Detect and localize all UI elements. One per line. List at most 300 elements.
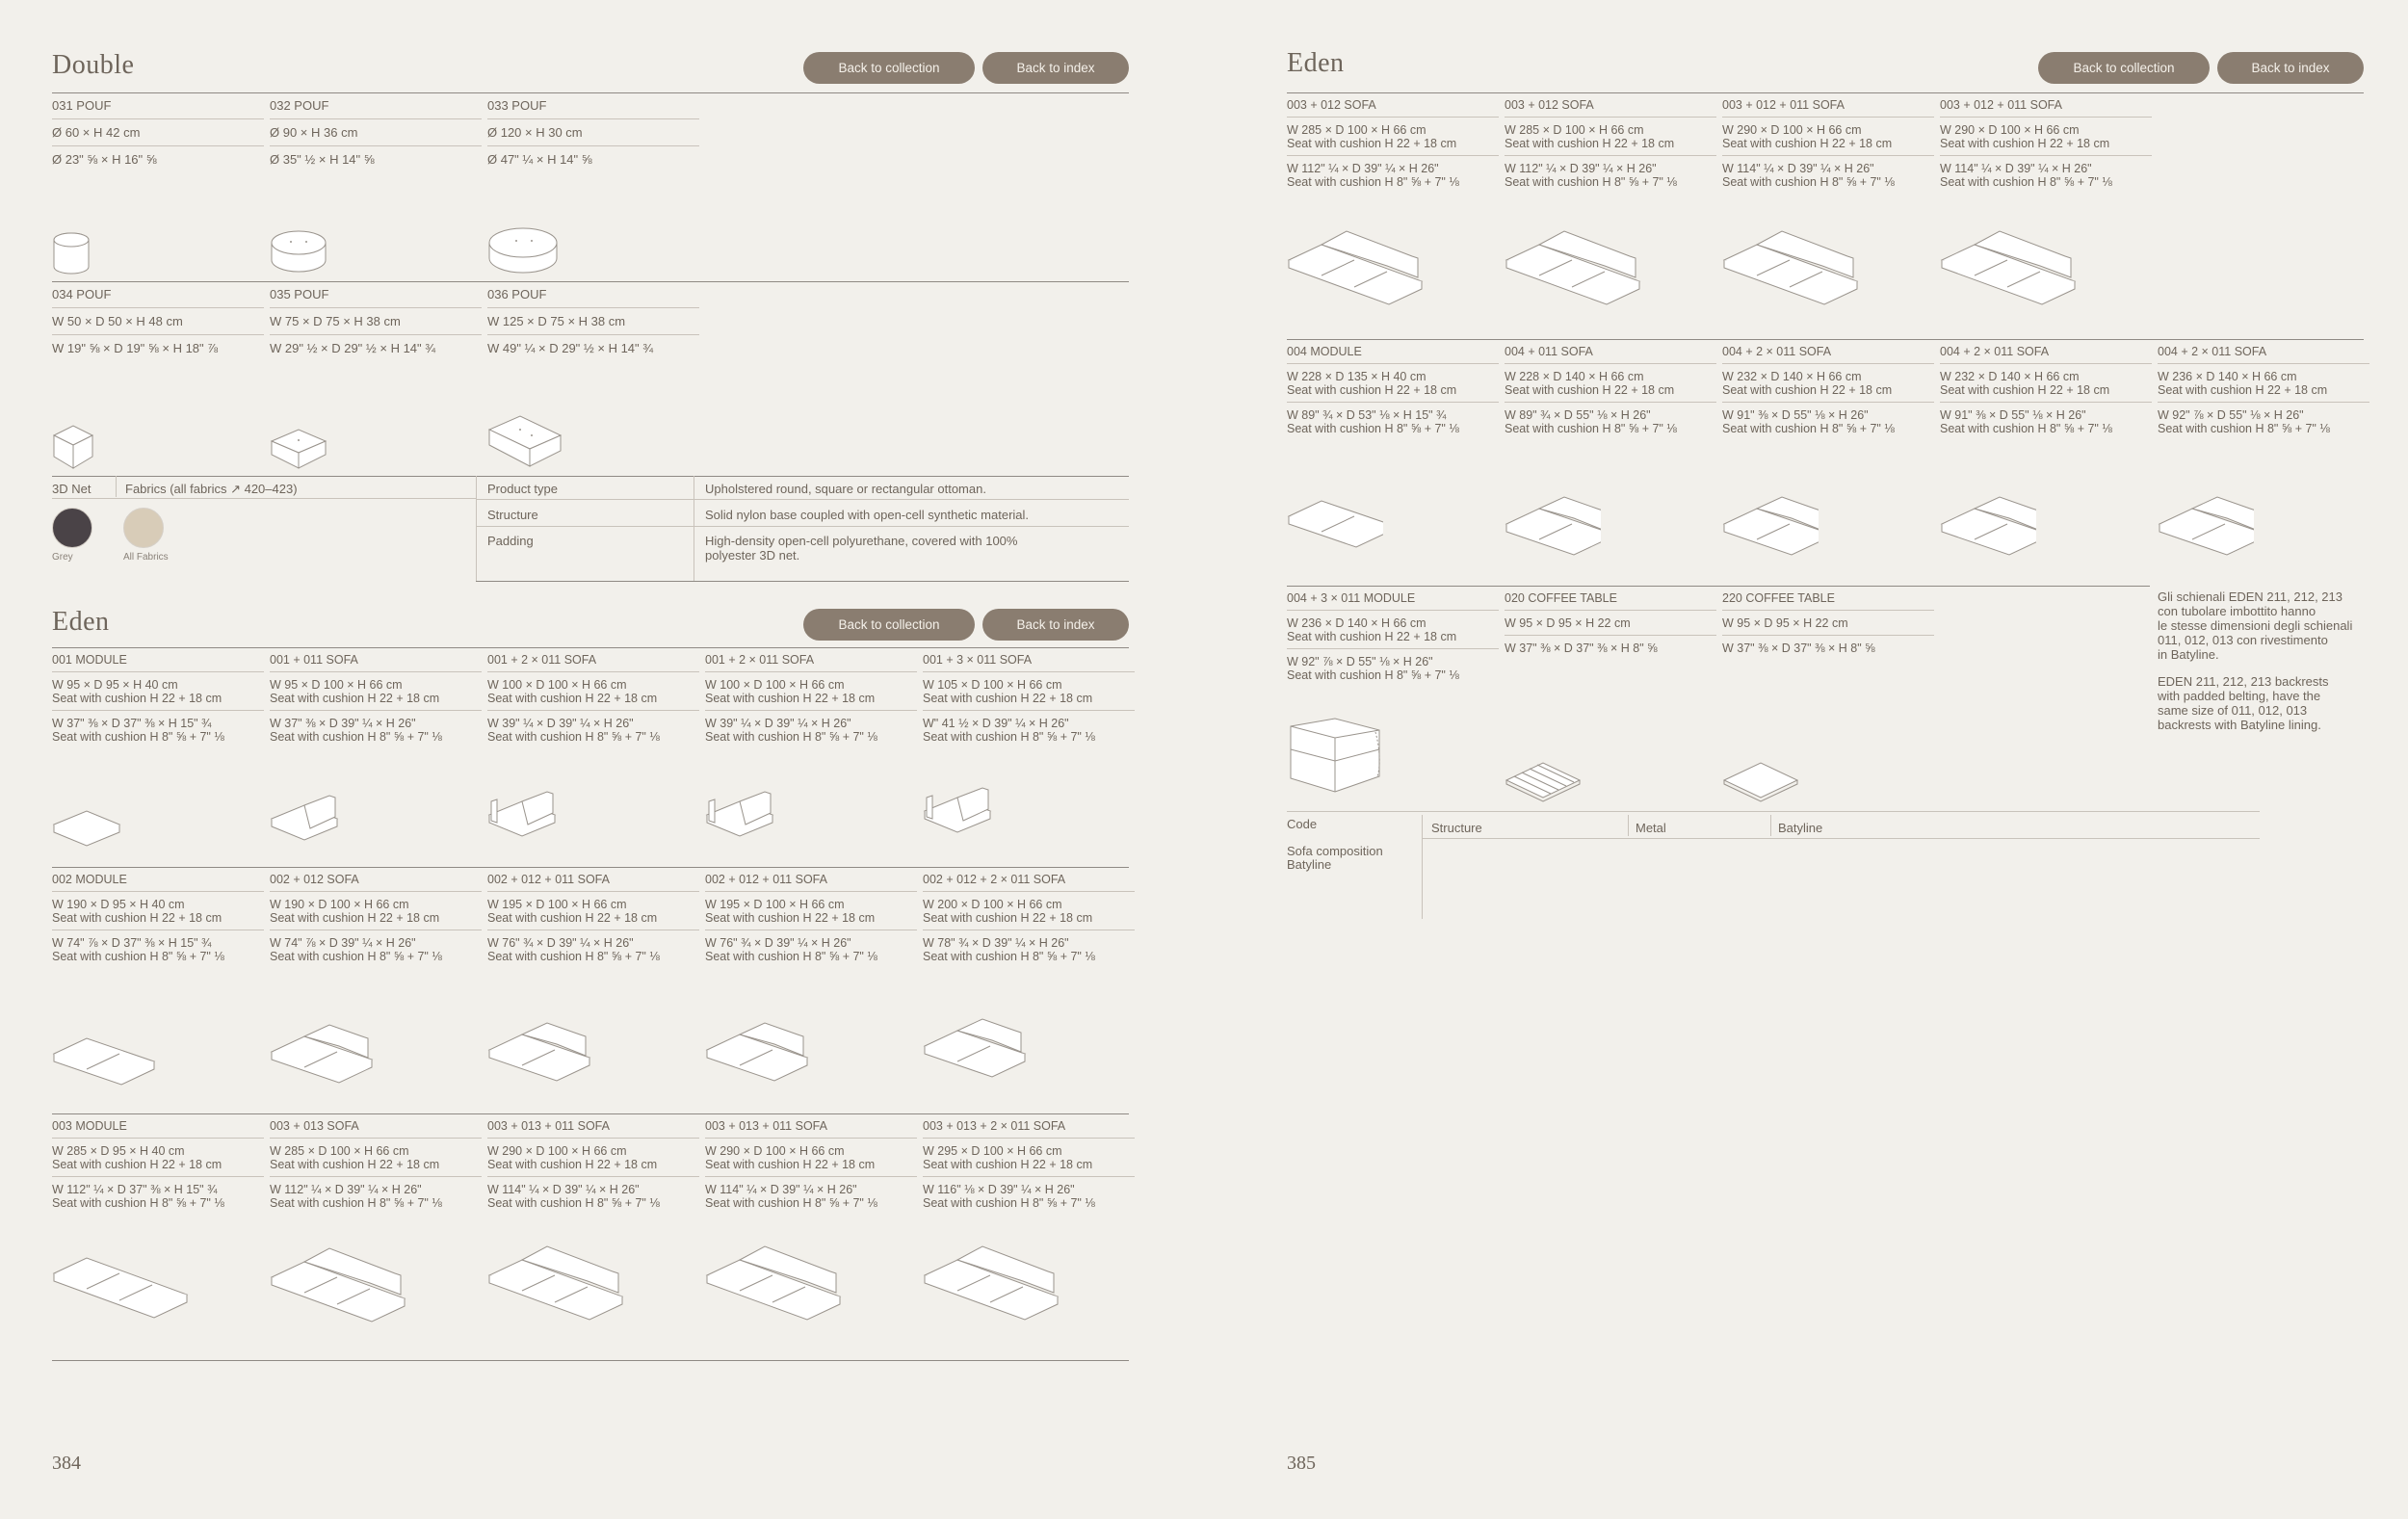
- divider: [705, 891, 917, 892]
- imperial-dims: W 89" ¾ × D 55" ⅛ × H 26": [1505, 408, 1651, 422]
- metric-dims: W 75 × D 75 × H 38 cm: [270, 314, 401, 328]
- metric-dims: W 285 × D 95 × H 40 cm: [52, 1144, 185, 1158]
- right-page: [1204, 0, 2408, 1519]
- section-title-eden: Eden: [52, 607, 110, 637]
- back-to-collection-button[interactable]: Back to collection: [2038, 52, 2210, 84]
- divider: [52, 1176, 264, 1177]
- divider: [1722, 363, 1934, 364]
- row-rule: [52, 1113, 1129, 1114]
- divider: [1770, 815, 1771, 836]
- row-rule: [52, 867, 1129, 868]
- divider: [1722, 117, 1934, 118]
- divider: [487, 710, 699, 711]
- imperial-dims: W 39" ¼ × D 39" ¼ × H 26": [705, 717, 851, 730]
- metric-dims: W 190 × D 95 × H 40 cm: [52, 898, 185, 911]
- spec-value: Upholstered round, square or rectangular ottoman.: [705, 482, 986, 496]
- round-pouf-illustration: [487, 225, 559, 275]
- metric-dims: W 105 × D 100 × H 66 cm: [923, 678, 1062, 692]
- divider: [1287, 648, 1499, 649]
- imperial-seat: Seat with cushion H 8" ⅝ + 7" ⅛: [705, 730, 877, 744]
- spec-label: Product type: [487, 482, 558, 496]
- product-spec: [270, 1119, 482, 1210]
- imperial-dims: W 19" ⅝ × D 19" ⅝ × H 18" ⅞: [52, 341, 219, 355]
- sofa-illustration: [1940, 227, 2077, 306]
- metric-seat: Seat with cushion H 22 + 18 cm: [52, 911, 222, 925]
- product-name: 034 POUF: [52, 287, 112, 301]
- metric-seat: Seat with cushion H 22 + 18 cm: [52, 692, 222, 705]
- fabric-swatch[interactable]: [123, 508, 169, 563]
- backrest-note-italian: [2158, 589, 2360, 662]
- metric-dims: W 95 × D 95 × H 22 cm: [1505, 616, 1631, 630]
- sofa-illustration: [1505, 495, 1601, 557]
- imperial-seat: Seat with cushion H 8" ⅝ + 7" ⅛: [487, 730, 660, 744]
- metric-seat: Seat with cushion H 22 + 18 cm: [1287, 137, 1457, 150]
- product-name: 002 + 012 + 2 × 011 SOFA: [923, 873, 1066, 886]
- metric-seat: Seat with cushion H 22 + 18 cm: [2158, 383, 2328, 397]
- imperial-dims: Ø 35" ½ × H 14" ⅝: [270, 152, 375, 167]
- imperial-dims: W 37" ⅜ × D 37" ⅜ × H 15" ¾: [52, 717, 212, 730]
- metric-seat: Seat with cushion H 22 + 18 cm: [705, 692, 876, 705]
- sofa-illustration: [1940, 495, 2036, 557]
- divider: [1722, 402, 1934, 403]
- finish-group-header: Batyline: [1778, 821, 1823, 835]
- product-spec: [270, 653, 482, 744]
- divider: [1287, 117, 1499, 118]
- metric-seat: Seat with cushion H 22 + 18 cm: [487, 911, 658, 925]
- divider: [476, 581, 1129, 582]
- product-name: 001 + 2 × 011 SOFA: [487, 653, 597, 667]
- divider: [270, 671, 482, 672]
- finish-code: Sofa composition: [1287, 844, 1383, 858]
- note-line: 011, 012, 013 con rivestimento: [2158, 633, 2328, 647]
- imperial-seat: Seat with cushion H 8" ⅝ + 7" ⅛: [1940, 175, 2112, 189]
- metric-dims: W 236 × D 140 × H 66 cm: [2158, 370, 2297, 383]
- sofa-illustration: [923, 1017, 1027, 1079]
- product-spec: [270, 287, 482, 356]
- imperial-dims: W 112" ¼ × D 39" ¼ × H 26": [270, 1183, 422, 1196]
- product-name: 001 MODULE: [52, 653, 127, 667]
- imperial-dims: W 76" ¾ × D 39" ¼ × H 26": [705, 936, 851, 950]
- sofa-illustration: [923, 786, 992, 834]
- metric-dims: W 95 × D 95 × H 40 cm: [52, 678, 178, 692]
- metric-dims: W 200 × D 100 × H 66 cm: [923, 898, 1062, 911]
- divider: [1505, 363, 1716, 364]
- product-name: 001 + 011 SOFA: [270, 653, 358, 667]
- imperial-dims: W 89" ¾ × D 53" ⅛ × H 15" ¾: [1287, 408, 1447, 422]
- imperial-dims: W 92" ⅞ × D 55" ⅛ × H 26": [1287, 655, 1433, 668]
- product-spec: [52, 873, 264, 963]
- imperial-dims: W 114" ¼ × D 39" ¼ × H 26": [705, 1183, 857, 1196]
- metric-dims: W 232 × D 140 × H 66 cm: [1722, 370, 1862, 383]
- divider: [923, 1176, 1135, 1177]
- divider: [1505, 402, 1716, 403]
- product-name: 004 + 3 × 011 MODULE: [1287, 591, 1416, 605]
- product-name: 004 + 2 × 011 SOFA: [1722, 345, 1832, 358]
- note-line: le stesse dimensioni degli schienali: [2158, 618, 2353, 633]
- page-number: 385: [1287, 1453, 1316, 1474]
- sofa-illustration: [270, 1023, 374, 1085]
- note-line: EDEN 211, 212, 213 backrests: [2158, 674, 2329, 689]
- sofa-illustration: [2158, 495, 2254, 557]
- divider: [52, 1138, 264, 1139]
- header-rule: [52, 647, 1129, 648]
- product-name: 002 MODULE: [52, 873, 127, 886]
- product-name: 004 + 011 SOFA: [1505, 345, 1593, 358]
- spec-col-label: Fabrics (all fabrics ↗ 420–423): [125, 482, 298, 496]
- imperial-seat: Seat with cushion H 8" ⅝ + 7" ⅛: [1287, 668, 1459, 682]
- imperial-seat: Seat with cushion H 8" ⅝ + 7" ⅛: [270, 1196, 442, 1210]
- note-line: with padded belting, have the: [2158, 689, 2321, 703]
- finish-group-header: Metal: [1636, 821, 1666, 835]
- imperial-dims: W 114" ¼ × D 39" ¼ × H 26": [487, 1183, 640, 1196]
- metric-dims: W 228 × D 135 × H 40 cm: [1287, 370, 1426, 383]
- divider: [1422, 838, 2260, 839]
- sofa-illustration: [487, 1243, 624, 1322]
- divider: [270, 1138, 482, 1139]
- product-name: 003 + 013 + 011 SOFA: [705, 1119, 827, 1133]
- product-spec: [705, 873, 917, 963]
- divider: [52, 891, 264, 892]
- imperial-dims: W 91" ⅜ × D 55" ⅛ × H 26": [1940, 408, 2086, 422]
- imperial-seat: Seat with cushion H 8" ⅝ + 7" ⅛: [487, 1196, 660, 1210]
- product-name: 004 MODULE: [1287, 345, 1362, 358]
- metric-dims: W 290 × D 100 × H 66 cm: [487, 1144, 627, 1158]
- back-to-index-button[interactable]: Back to index: [2217, 52, 2364, 84]
- metric-seat: Seat with cushion H 22 + 18 cm: [1505, 383, 1675, 397]
- product-spec: [705, 653, 917, 744]
- metric-seat: Seat with cushion H 22 + 18 cm: [1505, 137, 1675, 150]
- imperial-dims: W 37" ⅜ × D 37" ⅜ × H 8" ⅝: [1505, 642, 1658, 655]
- spec-value: High-density open-cell polyurethane, covered with 100%: [705, 534, 1018, 548]
- sofa-illustration: [1505, 227, 1641, 306]
- round-pouf-illustration: [52, 231, 91, 275]
- sofa-illustration: [270, 794, 339, 842]
- metric-seat: Seat with cushion H 22 + 18 cm: [487, 692, 658, 705]
- note-line: in Batyline.: [2158, 647, 2219, 662]
- page-number: 384: [52, 1453, 81, 1474]
- product-spec: [923, 653, 1135, 744]
- metric-dims: W 290 × D 100 × H 66 cm: [705, 1144, 845, 1158]
- metric-dims: W 195 × D 100 × H 66 cm: [705, 898, 845, 911]
- back-to-index-button[interactable]: Back to index: [982, 609, 1129, 641]
- imperial-dims: W 114" ¼ × D 39" ¼ × H 26": [1722, 162, 1874, 175]
- row-rule: [52, 1360, 1129, 1361]
- divider: [1287, 155, 1499, 156]
- stone-table-illustration: [1722, 759, 1799, 805]
- imperial-dims: W 112" ¼ × D 39" ¼ × H 26": [1287, 162, 1439, 175]
- note-line: con tubolare imbottito hanno: [2158, 604, 2316, 618]
- imperial-dims: W 78" ¾ × D 39" ¼ × H 26": [923, 936, 1069, 950]
- imperial-dims: W 91" ⅜ × D 55" ⅛ × H 26": [1722, 408, 1869, 422]
- product-name: 002 + 012 + 011 SOFA: [705, 873, 827, 886]
- imperial-dims: W 49" ¼ × D 29" ½ × H 14" ¾: [487, 341, 654, 355]
- product-spec: [52, 1119, 264, 1210]
- imperial-seat: Seat with cushion H 8" ⅝ + 7" ⅛: [705, 1196, 877, 1210]
- metric-dims: W 232 × D 140 × H 66 cm: [1940, 370, 2080, 383]
- divider: [705, 1176, 917, 1177]
- metric-seat: Seat with cushion H 22 + 18 cm: [270, 692, 440, 705]
- fabric-swatch[interactable]: [52, 508, 94, 563]
- metric-dims: W 95 × D 100 × H 66 cm: [270, 678, 403, 692]
- spec-col-label: 3D Net: [52, 482, 92, 496]
- imperial-seat: Seat with cushion H 8" ⅝ + 7" ⅛: [923, 950, 1095, 963]
- divider: [487, 671, 699, 672]
- row-rule: [1287, 339, 2364, 340]
- square-pouf-illustration: [270, 428, 327, 470]
- imperial-seat: Seat with cushion H 8" ⅝ + 7" ⅛: [1505, 175, 1677, 189]
- sofa-illustration: [923, 1243, 1060, 1322]
- imperial-seat: Seat with cushion H 8" ⅝ + 7" ⅛: [487, 950, 660, 963]
- imperial-dims: W 112" ¼ × D 39" ¼ × H 26": [1505, 162, 1657, 175]
- imperial-seat: Seat with cushion H 8" ⅝ + 7" ⅛: [1722, 422, 1895, 435]
- sofa-illustration: [487, 1021, 591, 1083]
- imperial-seat: Seat with cushion H 8" ⅝ + 7" ⅛: [1940, 422, 2112, 435]
- divider: [923, 891, 1135, 892]
- divider: [270, 1176, 482, 1177]
- divider: [1628, 815, 1629, 836]
- imperial-seat: Seat with cushion H 8" ⅝ + 7" ⅛: [1287, 175, 1459, 189]
- metric-seat: Seat with cushion H 22 + 18 cm: [1722, 383, 1893, 397]
- imperial-dims: W 74" ⅞ × D 37" ⅜ × H 15" ¾: [52, 936, 212, 950]
- divider: [705, 710, 917, 711]
- metric-seat: Seat with cushion H 22 + 18 cm: [1940, 383, 2110, 397]
- imperial-dims: W 29" ½ × D 29" ½ × H 14" ¾: [270, 341, 436, 355]
- divider: [705, 1138, 917, 1139]
- imperial-seat: Seat with cushion H 8" ⅝ + 7" ⅛: [52, 730, 224, 744]
- metric-dims: W 236 × D 140 × H 66 cm: [1287, 616, 1426, 630]
- back-to-collection-button[interactable]: Back to collection: [803, 609, 975, 641]
- product-name: 003 MODULE: [52, 1119, 127, 1133]
- spec-table-top-rule: [52, 476, 1129, 477]
- metric-dims: W 125 × D 75 × H 38 cm: [487, 314, 626, 328]
- sofa-illustration: [1722, 227, 1859, 306]
- divider: [1722, 610, 1934, 611]
- product-spec: [52, 287, 264, 356]
- product-spec: [487, 653, 699, 744]
- imperial-seat: Seat with cushion H 8" ⅝ + 7" ⅛: [270, 950, 442, 963]
- product-spec: [487, 873, 699, 963]
- product-name: 003 + 012 SOFA: [1287, 98, 1376, 112]
- divider: [2158, 402, 2369, 403]
- product-spec: [52, 653, 264, 744]
- spec-value: polyester 3D net.: [705, 548, 800, 563]
- metric-dims: W 228 × D 140 × H 66 cm: [1505, 370, 1644, 383]
- product-spec: [1940, 345, 2152, 435]
- sofa-illustration: [705, 1021, 809, 1083]
- imperial-seat: Seat with cushion H 8" ⅝ + 7" ⅛: [1287, 422, 1459, 435]
- square-pouf-illustration: [52, 424, 94, 470]
- divider: [116, 476, 117, 497]
- finish-code: Batyline: [1287, 857, 1332, 872]
- divider: [705, 671, 917, 672]
- imperial-dims: Ø 23" ⅝ × H 16" ⅝: [52, 152, 157, 167]
- sofa-illustration: [52, 1033, 156, 1087]
- product-name: 003 + 013 + 2 × 011 SOFA: [923, 1119, 1066, 1133]
- product-spec: [1722, 591, 1934, 655]
- divider: [270, 710, 482, 711]
- row-rule: [52, 281, 1129, 282]
- rectangular-pouf-illustration: [487, 414, 563, 472]
- imperial-dims: W 92" ⅞ × D 55" ⅛ × H 26": [2158, 408, 2304, 422]
- product-name: 001 + 2 × 011 SOFA: [705, 653, 815, 667]
- divider: [923, 1138, 1135, 1139]
- divider: [1940, 155, 2152, 156]
- imperial-seat: Seat with cushion H 8" ⅝ + 7" ⅛: [1722, 175, 1895, 189]
- product-spec: [270, 98, 482, 168]
- header-rule: [52, 92, 1129, 93]
- swatch-color: [52, 508, 92, 548]
- sofa-illustration: [705, 1243, 842, 1322]
- imperial-dims: W" 41 ½ × D 39" ¼ × H 26": [923, 717, 1069, 730]
- divider: [1722, 155, 1934, 156]
- divider: [487, 1138, 699, 1139]
- imperial-seat: Seat with cushion H 8" ⅝ + 7" ⅛: [52, 1196, 224, 1210]
- divider: [2158, 363, 2369, 364]
- metric-seat: Seat with cushion H 22 + 18 cm: [52, 1158, 222, 1171]
- metric-seat: Seat with cushion H 22 + 18 cm: [923, 692, 1093, 705]
- product-spec: [1287, 98, 1499, 189]
- divider: [476, 499, 1129, 500]
- sofa-illustration: [270, 1244, 406, 1323]
- imperial-dims: W 74" ⅞ × D 39" ¼ × H 26": [270, 936, 416, 950]
- row-rule: [1287, 586, 2150, 587]
- imperial-dims: W 116" ⅛ × D 39" ¼ × H 26": [923, 1183, 1075, 1196]
- divider: [1287, 610, 1499, 611]
- section-title-double: Double: [52, 50, 135, 80]
- imperial-dims: W 76" ¾ × D 39" ¼ × H 26": [487, 936, 634, 950]
- product-spec: [1722, 345, 1934, 435]
- product-name: 004 + 2 × 011 SOFA: [1940, 345, 2050, 358]
- product-name: 001 + 3 × 011 SOFA: [923, 653, 1033, 667]
- product-name: 032 POUF: [270, 98, 329, 113]
- slatted-table-illustration: [1505, 759, 1582, 805]
- metric-seat: Seat with cushion H 22 + 18 cm: [487, 1158, 658, 1171]
- metric-seat: Seat with cushion H 22 + 18 cm: [1940, 137, 2110, 150]
- back-to-index-button[interactable]: Back to index: [982, 52, 1129, 84]
- swatch-color: [123, 508, 164, 548]
- product-spec: [923, 873, 1135, 963]
- product-spec: [487, 98, 699, 168]
- imperial-dims: W 37" ⅜ × D 37" ⅜ × H 8" ⅝: [1722, 642, 1875, 655]
- imperial-dims: W 37" ⅜ × D 39" ¼ × H 26": [270, 717, 416, 730]
- divider: [270, 891, 482, 892]
- metric-seat: Seat with cushion H 22 + 18 cm: [923, 1158, 1093, 1171]
- product-name: 020 COFFEE TABLE: [1505, 591, 1617, 605]
- divider: [1722, 635, 1934, 636]
- sofa-illustration: [487, 790, 557, 838]
- metric-seat: Seat with cushion H 22 + 18 cm: [1287, 383, 1457, 397]
- sofa-illustration: [1722, 495, 1819, 557]
- divider: [1940, 117, 2152, 118]
- spec-label: Structure: [487, 508, 538, 522]
- metric-seat: Seat with cushion H 22 + 18 cm: [1722, 137, 1893, 150]
- sofa-illustration: [1287, 227, 1424, 306]
- product-spec: [487, 1119, 699, 1210]
- product-name: 033 POUF: [487, 98, 547, 113]
- metric-seat: Seat with cushion H 22 + 18 cm: [923, 911, 1093, 925]
- finish-code-header: Code: [1287, 817, 1318, 831]
- divider: [1422, 815, 1423, 919]
- note-line: same size of 011, 012, 013: [2158, 703, 2308, 718]
- product-name: 036 POUF: [487, 287, 547, 301]
- product-spec: [1722, 98, 1934, 189]
- divider: [1505, 635, 1716, 636]
- divider: [1940, 402, 2152, 403]
- metric-dims: W 295 × D 100 × H 66 cm: [923, 1144, 1062, 1158]
- imperial-dims: W 112" ¼ × D 37" ⅜ × H 15" ¾: [52, 1183, 218, 1196]
- product-name: 002 + 012 + 011 SOFA: [487, 873, 610, 886]
- round-pouf-illustration: [270, 229, 327, 274]
- imperial-seat: Seat with cushion H 8" ⅝ + 7" ⅛: [270, 730, 442, 744]
- divider: [476, 526, 1129, 527]
- divider: [1287, 363, 1499, 364]
- product-spec: [270, 873, 482, 963]
- metric-dims: W 190 × D 100 × H 66 cm: [270, 898, 409, 911]
- product-name: 003 + 012 + 011 SOFA: [1722, 98, 1845, 112]
- product-name: 031 POUF: [52, 98, 112, 113]
- divider: [52, 710, 264, 711]
- spec-value: Solid nylon base coupled with open-cell synthetic material.: [705, 508, 1030, 522]
- product-name: 004 + 2 × 011 SOFA: [2158, 345, 2267, 358]
- divider: [487, 1176, 699, 1177]
- metric-seat: Seat with cushion H 22 + 18 cm: [705, 911, 876, 925]
- product-spec: [705, 1119, 917, 1210]
- divider: [1505, 155, 1716, 156]
- metric-dims: Ø 90 × H 36 cm: [270, 125, 358, 140]
- section-title-eden: Eden: [1287, 48, 1345, 78]
- imperial-dims: W 114" ¼ × D 39" ¼ × H 26": [1940, 162, 2092, 175]
- divider: [923, 710, 1135, 711]
- metric-dims: W 95 × D 95 × H 22 cm: [1722, 616, 1848, 630]
- imperial-seat: Seat with cushion H 8" ⅝ + 7" ⅛: [923, 1196, 1095, 1210]
- note-line: Gli schienali EDEN 211, 212, 213: [2158, 589, 2343, 604]
- sofa-illustration: [52, 1252, 189, 1320]
- product-name: 003 + 012 SOFA: [1505, 98, 1594, 112]
- product-name: 003 + 013 + 011 SOFA: [487, 1119, 610, 1133]
- divider: [923, 671, 1135, 672]
- imperial-dims: W 39" ¼ × D 39" ¼ × H 26": [487, 717, 634, 730]
- header-rule: [1287, 92, 2364, 93]
- divider: [52, 671, 264, 672]
- product-spec: [487, 287, 699, 356]
- back-to-collection-button[interactable]: Back to collection: [803, 52, 975, 84]
- note-line: backrests with Batyline lining.: [2158, 718, 2321, 732]
- divider: [1505, 117, 1716, 118]
- spec-label: Padding: [487, 534, 534, 548]
- chaise-backrest-illustration: [1287, 717, 1383, 803]
- product-name: 002 + 012 SOFA: [270, 873, 359, 886]
- metric-seat: Seat with cushion H 22 + 18 cm: [270, 1158, 440, 1171]
- metric-dims: W 100 × D 100 × H 66 cm: [487, 678, 627, 692]
- product-name: 035 POUF: [270, 287, 329, 301]
- divider: [1505, 610, 1716, 611]
- imperial-seat: Seat with cushion H 8" ⅝ + 7" ⅛: [2158, 422, 2330, 435]
- product-spec: [52, 98, 264, 168]
- divider: [1287, 811, 2260, 812]
- product-name: 003 + 013 SOFA: [270, 1119, 359, 1133]
- product-spec: [1287, 591, 1499, 682]
- sofa-illustration: [705, 790, 774, 838]
- product-spec: [2158, 345, 2369, 435]
- imperial-seat: Seat with cushion H 8" ⅝ + 7" ⅛: [705, 950, 877, 963]
- divider: [52, 498, 476, 499]
- sofa-illustration: [52, 805, 121, 848]
- metric-dims: W 195 × D 100 × H 66 cm: [487, 898, 627, 911]
- metric-dims: Ø 120 × H 30 cm: [487, 125, 583, 140]
- product-spec: [1505, 345, 1716, 435]
- metric-dims: W 285 × D 100 × H 66 cm: [1287, 123, 1426, 137]
- metric-dims: W 50 × D 50 × H 48 cm: [52, 314, 183, 328]
